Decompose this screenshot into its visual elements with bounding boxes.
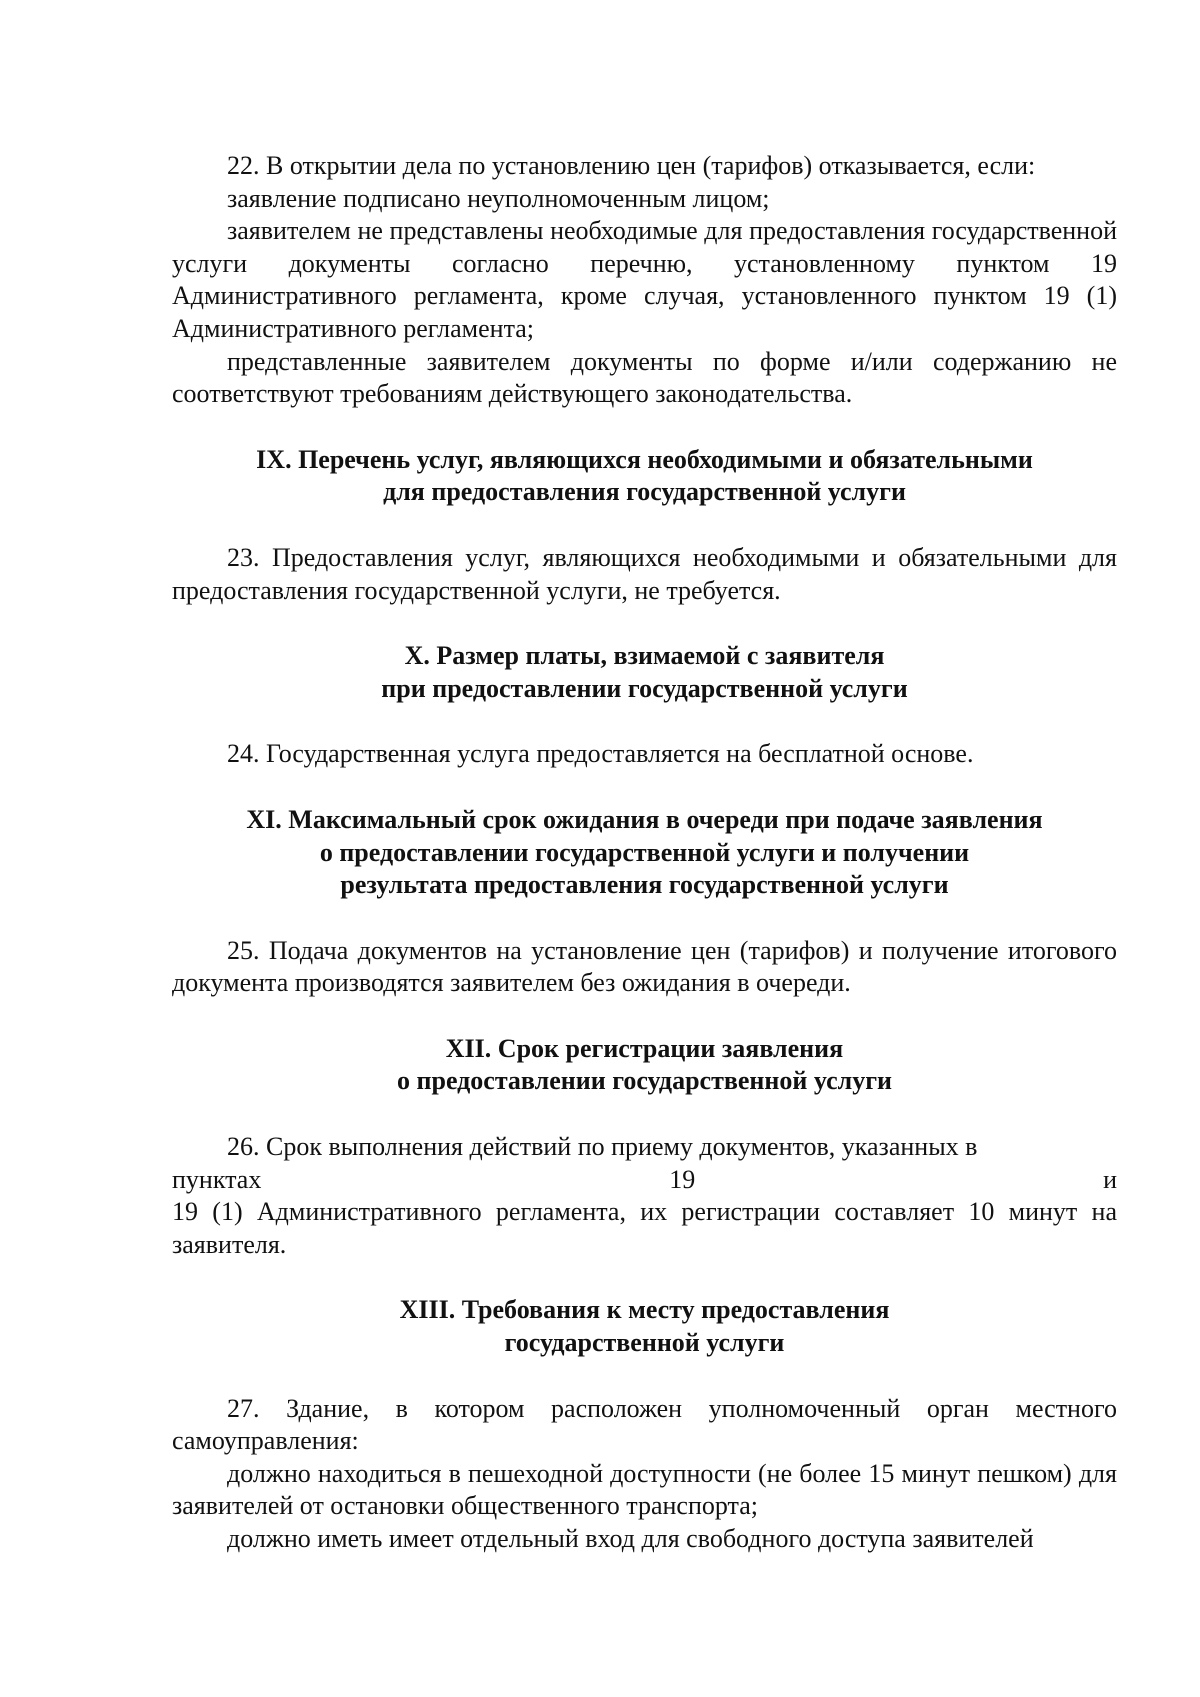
heading-line: XII. Срок регистрации заявления [445, 1033, 844, 1063]
paragraph-27-intro: 27. Здание, в котором расположен уполномоченный орган местного самоуправления: [172, 1393, 1117, 1456]
heading-line: о предоставлении государственной услуги [397, 1066, 892, 1096]
paragraph-26-word: пунктах [172, 1164, 262, 1194]
heading-line: X. Размер платы, взимаемой с заявителя [404, 641, 885, 671]
paragraph-26-line-2 [172, 1164, 1117, 1197]
heading-line: XI. Максимальный срок ожидания в очереди при подаче заявления [246, 804, 1043, 834]
paragraph-22-intro: 22. В открытии дела по установлению цен (тарифов) отказывается, если: [227, 151, 1036, 180]
paragraph-26-line-1: 26. Срок выполнения действий по приему документов, указанных в [227, 1132, 978, 1162]
section-heading-xii [172, 1033, 1117, 1098]
section-heading-x [172, 640, 1117, 705]
paragraph-25: 25. Подача документов на установление цен (тарифов) и получение итогового документа производятся заявителем без ожидания в очереди. [172, 935, 1117, 998]
heading-line: государственной услуги [504, 1328, 785, 1358]
heading-line: XIII. Требования к месту предоставления [399, 1295, 890, 1325]
paragraph-22-item-1: заявление подписано неуполномоченным лицом; [227, 183, 770, 213]
paragraph-22-item-3: представленные заявителем документы по форме и/или содержанию не соответствуют требованиям действующего законодательства. [172, 346, 1117, 409]
paragraph-26-word: и [1103, 1164, 1117, 1194]
section-heading-xiii [172, 1294, 1117, 1359]
section-heading-xi [172, 804, 1117, 902]
heading-line: результата предоставления государственной услуги [340, 870, 949, 900]
heading-line: IX. Перечень услуг, являющихся необходимыми и обязательными [256, 444, 1033, 474]
heading-line: при предоставлении государственной услуги [381, 673, 908, 703]
heading-line: для предоставления государственной услуги [383, 477, 906, 507]
paragraph-22-item-2: заявителем не представлены необходимые для предоставления государственной услуги документы согласно перечню, установленному пунктом 19 Административного регламента, кроме случая, установленного пунктом 19 (1) Административного регламента; [172, 216, 1117, 343]
heading-line: о предоставлении государственной услуги и получении [319, 837, 970, 867]
paragraph-27-item-1: должно находиться в пешеходной доступности (не более 15 минут пешком) для заявителей от остановки общественного транспорта; [172, 1458, 1117, 1521]
paragraph-23: 23. Предоставления услуг, являющихся необходимыми и обязательными для предоставления государственной услуги, не требуется. [172, 542, 1117, 605]
paragraph-26-rest: 19 (1) Административного регламента, их регистрации составляет 10 минут на заявителя. [172, 1197, 1117, 1259]
section-heading-ix [172, 444, 1117, 509]
paragraph-26-word: 19 [669, 1164, 696, 1194]
paragraph-27-item-2: должно иметь имеет отдельный вход для свободного доступа заявителей [227, 1524, 1034, 1553]
paragraph-24: 24. Государственная услуга предоставляется на бесплатной основе. [227, 739, 974, 769]
document-body [172, 150, 1117, 1556]
